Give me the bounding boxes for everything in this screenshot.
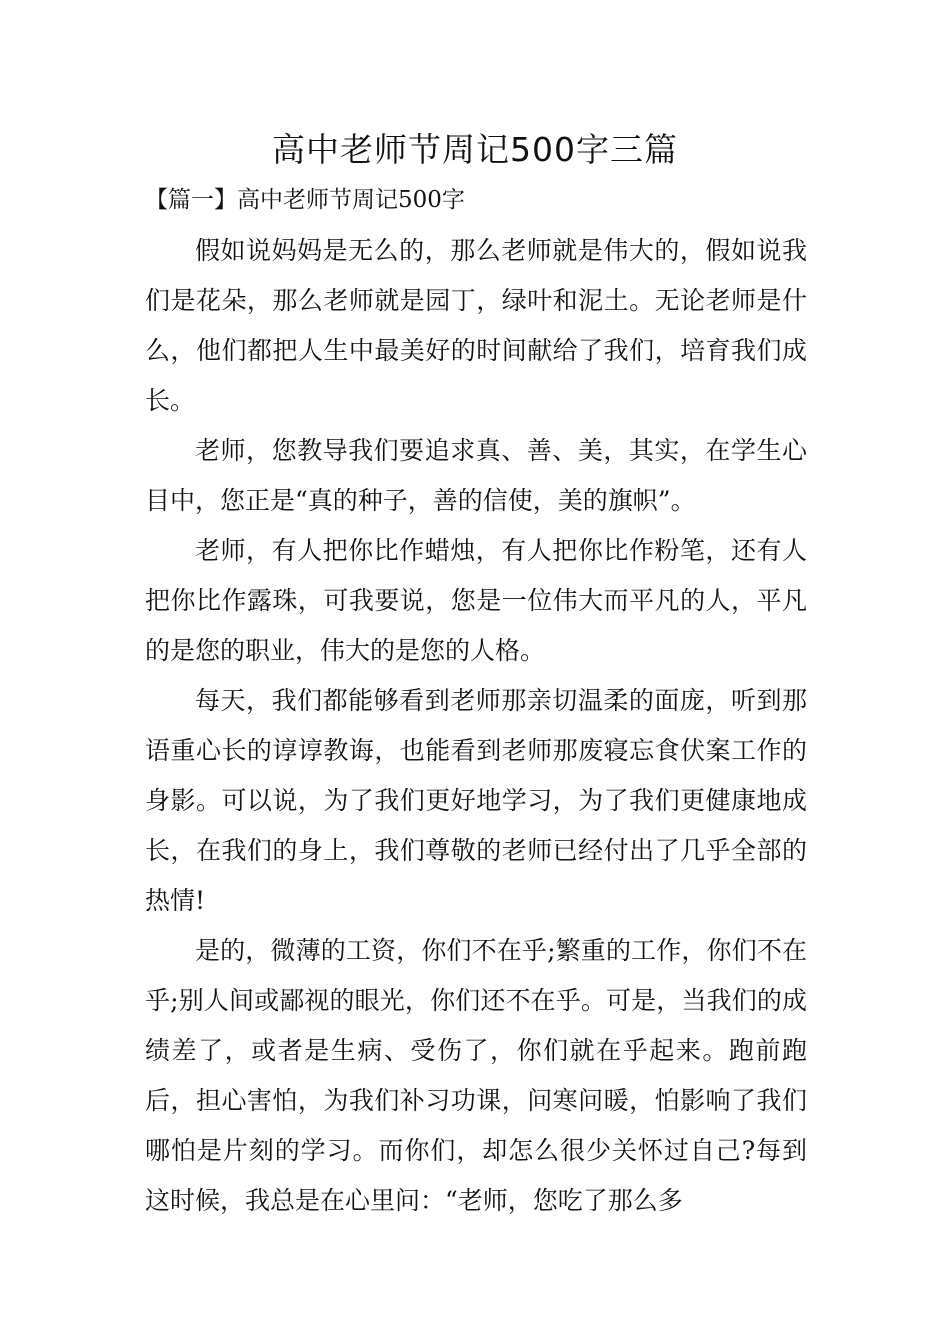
paragraph-4: 每天，我们都能够看到老师那亲切温柔的面庞，听到那语重心长的谆谆教诲，也能看到老师那废寝忘食伏案工作的身影。可以说，为了我们更好地学习，为了我们更健康地成长，在我们的身上，我们尊敬的老师已经付出了几乎全部的热情! — [145, 686, 807, 915]
paragraph-5: 是的，微薄的工资，你们不在乎;繁重的工作，你们不在乎;别人间或鄙视的眼光，你们还不在乎。可是，当我们的成绩差了，或者是生病、受伤了，你们就在乎起来。跑前跑后，担心害怕，为我们补习功课，问寒问暖，怕影响了我们哪怕是片刻的学习。而你们，却怎么很少关怀过自己?每到这时候，我总是在心里问：“老师，您吃了那么多 — [145, 936, 807, 1215]
section-heading: 【篇一】高中老师节周记500字 — [145, 187, 465, 213]
paragraph-2: 老师，您教导我们要追求真、善、美，其实，在学生心目中，您正是“真的种子，善的信使，美的旗帜”。 — [145, 436, 807, 515]
paragraph-1: 假如说妈妈是无么的，那么老师就是伟大的，假如说我们是花朵，那么老师就是园丁，绿叶和泥土。无论老师是什么，他们都把人生中最美好的时间献给了我们，培育我们成长。 — [145, 236, 807, 415]
article-body — [145, 226, 807, 1226]
document-title: 高中老师节周记500字三篇 — [272, 130, 678, 169]
paragraph-3: 老师，有人把你比作蜡烛，有人把你比作粉笔，还有人把你比作露珠，可我要说，您是一位伟大而平凡的人，平凡的是您的职业，伟大的是您的人格。 — [145, 536, 807, 665]
